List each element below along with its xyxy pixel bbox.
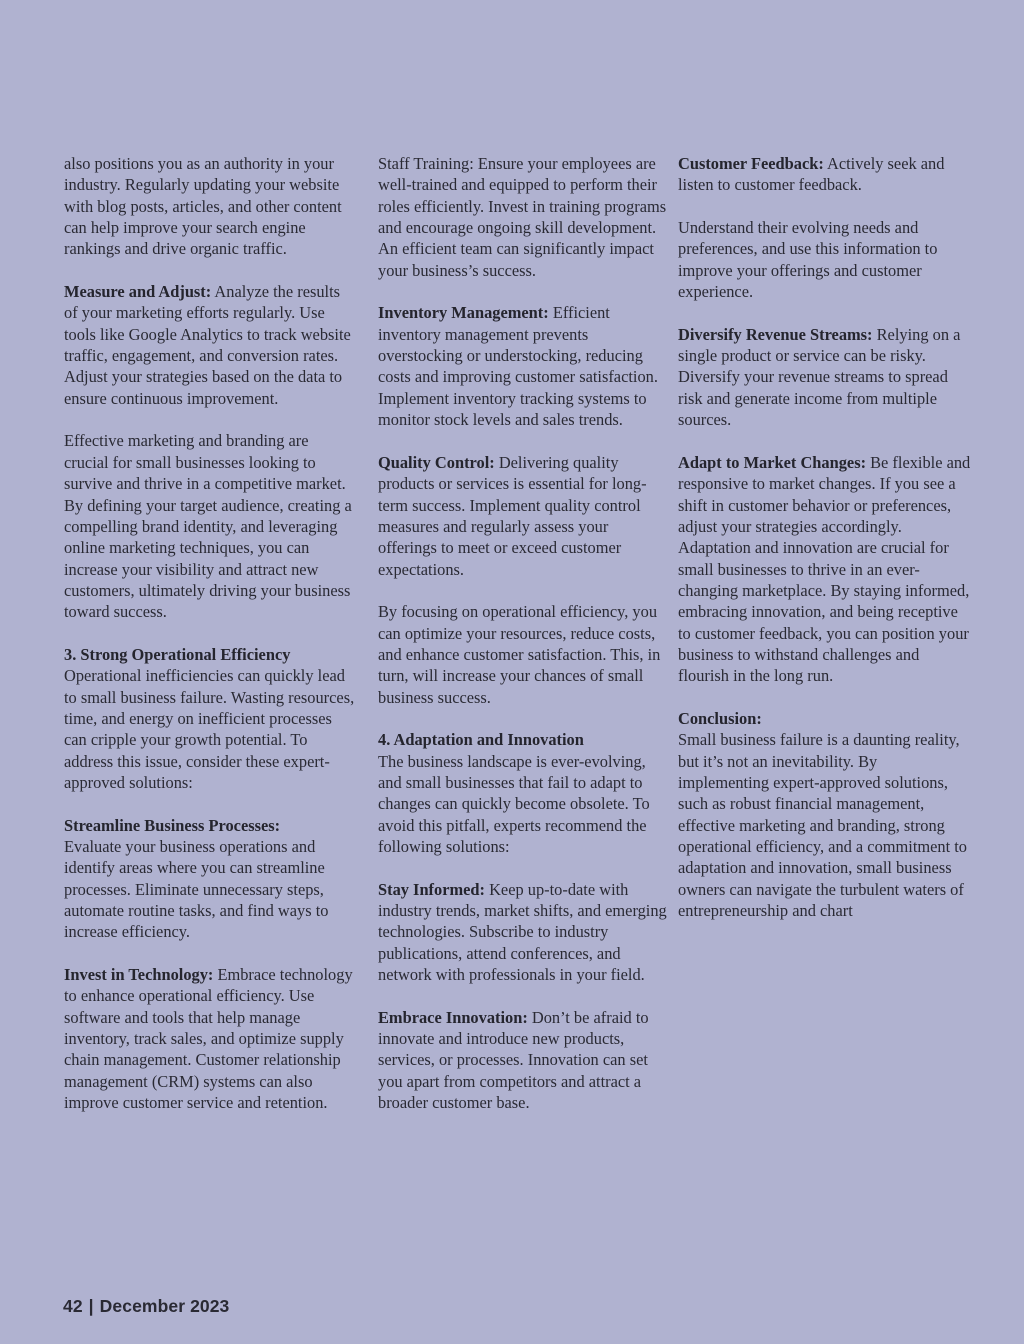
text-embrace-innovation: Don’t be afraid to innovate and introduce new products, services, or processes. Innovation can set you apart from competitors and attract a broader customer base. [378, 1007, 649, 1113]
label-invest-technology: Invest in Technology: [64, 965, 214, 985]
text-conclusion: Small business failure is a daunting reality, but it’s not an inevitability. By implementing expert-approved solutions, such as robust financial management, effective marketing and branding, strong operational efficiency, and a commitment to adaptation and innovation, small business owners can navigate the turbulent waters of entrepreneurship and chart [678, 730, 968, 921]
label-quality-control: Quality Control: [378, 452, 495, 472]
paragraph-diversify-revenue [678, 324, 972, 431]
paragraph-stay-informed [378, 879, 668, 986]
label-diversify-revenue: Diversify Revenue Streams: [678, 324, 873, 344]
paragraph-measure-adjust [64, 281, 356, 409]
label-streamline: Streamline Business Processes: [64, 815, 281, 835]
section-operational-efficiency [64, 644, 356, 793]
text-adaptation-intro: The business landscape is ever-evolving, and small businesses that fail to adapt to changes can quickly become obsolete. To avoid this pitfall, experts recommend the following solutions: [378, 751, 650, 856]
heading-adaptation-innovation: 4. Adaptation and Innovation [378, 730, 584, 750]
footer-separator: | [88, 1296, 94, 1316]
text-invest-technology: Embrace technology to enhance operational efficiency. Use software and tools that help manage inventory, track sales, and optimize supply chain management. Customer relationship management (CRM) systems can also improve customer service and retention. [64, 965, 353, 1113]
paragraph-quality-control [378, 452, 668, 580]
paragraph-marketing-summary: Effective marketing and branding are crucial for small businesses looking to survive and thrive in a competitive market. By defining your target audience, creating a compelling brand identity, and leveraging online marketing techniques, you can increase your visibility and attract new customers, ultimately driving your business toward success. [64, 431, 352, 622]
paragraph-inventory [378, 302, 668, 430]
text-stay-informed: Keep up-to-date with industry trends, market shifts, and emerging technologies. Subscribe to industry publications, attend conferences, and network with professionals in your field. [378, 879, 667, 985]
paragraph-staff-training: Staff Training: Ensure your employees are well-trained and equipped to perform their roles efficiently. Invest in training programs and encourage ongoing skill development. An efficient team can significantly impact your business’s success. [378, 154, 667, 280]
article-column-1 [64, 153, 356, 1135]
paragraph-streamline [64, 815, 356, 943]
label-adapt-market: Adapt to Market Changes: [678, 452, 867, 472]
text-measure-adjust: Analyze the results of your marketing efforts regularly. Use tools like Google Analytics to track website traffic, engagement, and conversion rates. Adjust your strategies based on the data to ensure continuous improvement. [64, 282, 351, 408]
label-embrace-innovation: Embrace Innovation: [378, 1007, 528, 1027]
paragraph-adapt-market [678, 452, 972, 537]
paragraph-customer-feedback [678, 153, 972, 196]
paragraph-understand-needs: Understand their evolving needs and preferences, and use this information to improve your offerings and customer experience. [678, 218, 938, 302]
label-customer-feedback: Customer Feedback: [678, 154, 824, 173]
text-inventory: Efficient inventory management prevents overstocking or understocking, reducing costs and improving customer satisfaction. Implement inventory tracking systems to monitor stock levels and sales trends. [378, 303, 658, 430]
issue-date: December 2023 [99, 1296, 230, 1316]
text-diversify-revenue: Relying on a single product or service can be risky. Diversify your revenue streams to spread risk and generate income from multiple sources. [678, 324, 961, 430]
text-streamline: Evaluate your business operations and identify areas where you can streamline processes. Eliminate unnecessary steps, automate routine tasks, and find ways to increase efficiency. [64, 837, 329, 942]
heading-conclusion: Conclusion: [678, 708, 762, 728]
section-adaptation-innovation [378, 729, 668, 857]
paragraph-web-content: also positions you as an authority in your industry. Regularly updating your website with blog posts, articles, and other content can help improve your search engine rankings and drive organic traffic. [64, 154, 342, 259]
paragraph-operational-summary: By focusing on operational efficiency, you can optimize your resources, reduce costs, and enhance customer satisfaction. This, in turn, will increase your chances of small business success. [378, 602, 661, 707]
section-conclusion [678, 708, 972, 921]
heading-operational-efficiency: 3. Strong Operational Efficiency [64, 644, 291, 664]
text-customer-feedback: Actively seek and listen to customer feedback. [678, 154, 945, 195]
label-stay-informed: Stay Informed: [378, 879, 485, 899]
text-operational-intro: Operational inefficiencies can quickly lead to small business failure. Wasting resources, time, and energy on inefficient processes can cripple your growth potential. To address this issue, consider these expert-approved solutions: [64, 666, 355, 792]
page-number: 42 [63, 1296, 83, 1316]
paragraph-invest-technology [64, 964, 356, 1113]
label-measure-adjust: Measure and Adjust: [64, 282, 212, 302]
paragraph-embrace-innovation [378, 1007, 668, 1114]
article-column-2 [378, 153, 668, 1135]
label-inventory: Inventory Management: [378, 303, 549, 323]
text-adapt-market: Be flexible and responsive to market changes. If you see a shift in customer behavior or preferences, adjust your strategies accordingly. [678, 452, 971, 536]
article-column-3 [678, 153, 972, 943]
paragraph-adaptation-summary: Adaptation and innovation are crucial for small businesses to thrive in an ever-changing marketplace. By staying informed, embracing innovation, and being receptive to customer feedback, you can position your business to withstand challenges and flourish in the long run. [678, 538, 970, 686]
page-footer [63, 1296, 229, 1317]
text-quality-control: Delivering quality products or services is essential for long-term success. Implement quality control measures and regularly assess your offerings to meet or exceed customer expectations. [378, 452, 647, 579]
